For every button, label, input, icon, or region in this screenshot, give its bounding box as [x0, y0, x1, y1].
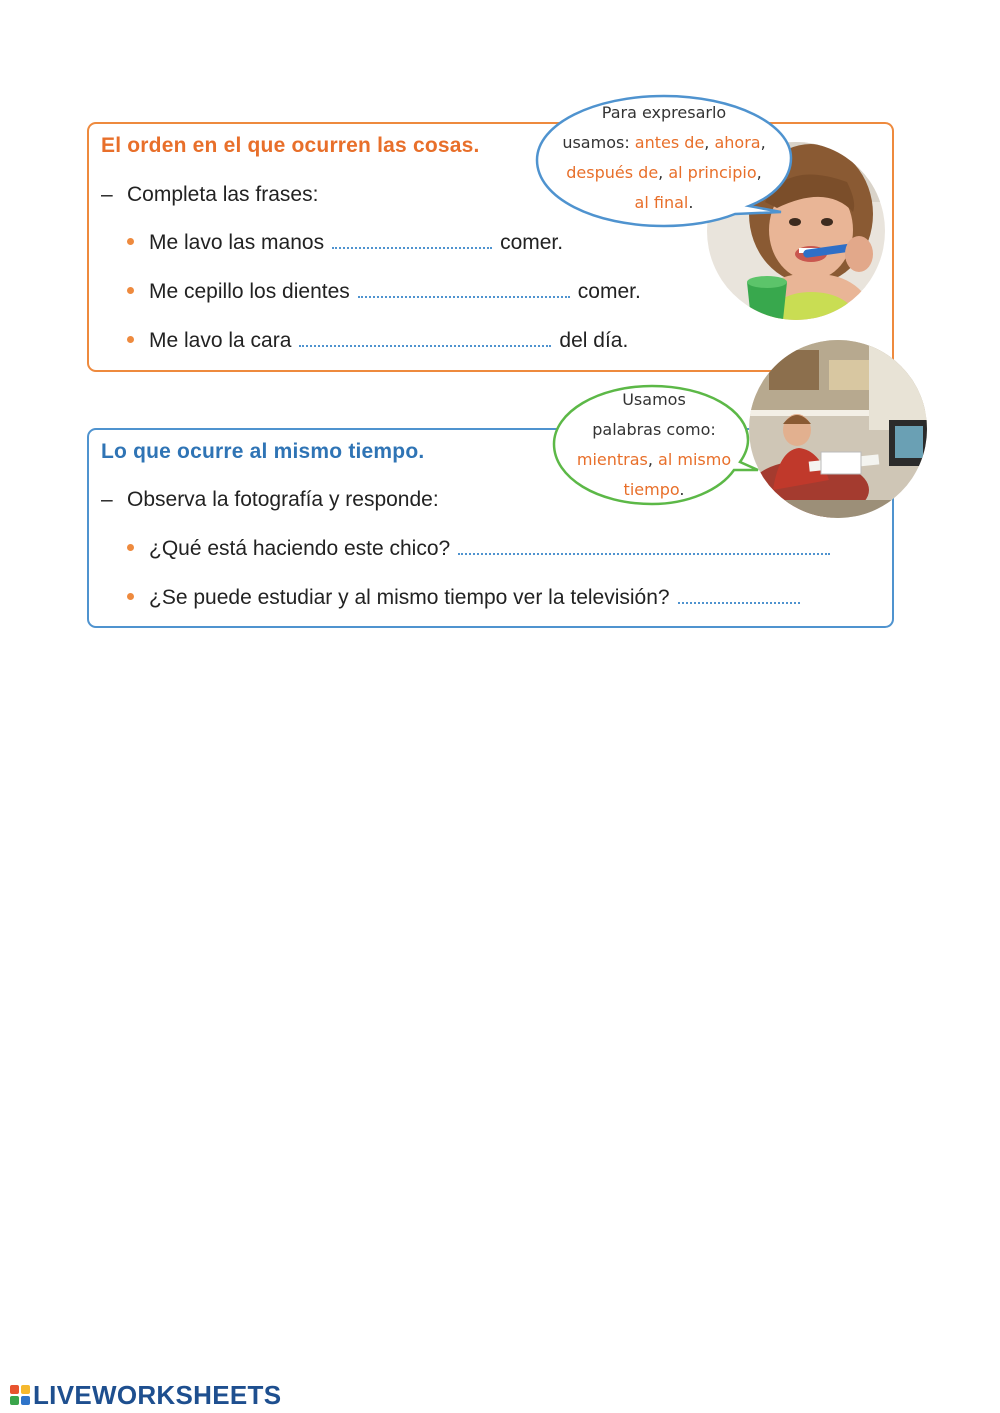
item-text-before: Me lavo las manos — [149, 231, 325, 254]
bubble1-text — [529, 98, 799, 218]
section1-instruction — [101, 183, 318, 207]
bubble2-text — [548, 385, 760, 505]
answer-blank[interactable] — [299, 341, 551, 347]
bullet-icon — [127, 336, 134, 343]
instruction-dash: – — [101, 488, 113, 511]
instruction-text: Completa las frases: — [127, 183, 319, 206]
answer-blank[interactable] — [678, 598, 800, 604]
bubble2-line2: palabras como: — [592, 420, 716, 439]
item-text-after: del día. — [559, 329, 629, 352]
exercise-item-2 — [127, 280, 641, 304]
question-text: ¿Qué está haciendo este chico? — [149, 537, 451, 560]
answer-blank[interactable] — [332, 243, 492, 249]
liveworksheets-logo[interactable] — [10, 1381, 281, 1409]
item-text-before: Me lavo la cara — [149, 329, 292, 352]
question-text: ¿Se puede estudiar y al mismo tiempo ver la televisión? — [149, 586, 670, 609]
logo-text: LIVEWORKSHEETS — [33, 1379, 282, 1410]
instruction-dash: – — [101, 183, 113, 206]
bullet-icon — [127, 238, 134, 245]
boy-studying-tv-photo — [749, 340, 927, 518]
section1-title: El orden en el que ocurren las cosas. — [101, 134, 480, 157]
speech-bubble-simultaneous — [548, 382, 760, 510]
liveworksheets-logo-icon — [10, 1385, 30, 1405]
bullet-icon — [127, 593, 134, 600]
speech-bubble-expressions — [529, 92, 799, 232]
bubble2-line1: Usamos — [622, 390, 686, 409]
section2-instruction — [101, 488, 439, 512]
item-text-after: comer. — [500, 231, 564, 254]
answer-blank[interactable] — [458, 549, 830, 555]
instruction-text: Observa la fotografía y responde: — [127, 488, 439, 511]
bubble1-line1: Para expresarlo — [601, 103, 727, 122]
bubble1-line3: después de, al principio, — [566, 163, 762, 182]
answer-blank[interactable] — [358, 292, 570, 298]
item-text-after: comer. — [577, 280, 641, 303]
exercise-item-1 — [127, 231, 563, 255]
question-item-1 — [127, 537, 830, 561]
bubble2-line3: mientras, al mismo — [576, 450, 732, 469]
bullet-icon — [127, 544, 134, 551]
bubble1-line2: usamos: antes de, ahora, — [562, 133, 766, 152]
section2-title: Lo que ocurre al mismo tiempo. — [101, 440, 425, 463]
exercise-item-3 — [127, 329, 628, 353]
bullet-icon — [127, 287, 134, 294]
item-text-before: Me cepillo los dientes — [149, 280, 350, 303]
question-item-2 — [127, 586, 800, 610]
bubble1-line4: al final. — [634, 193, 694, 212]
bubble2-line4: tiempo. — [623, 480, 685, 499]
